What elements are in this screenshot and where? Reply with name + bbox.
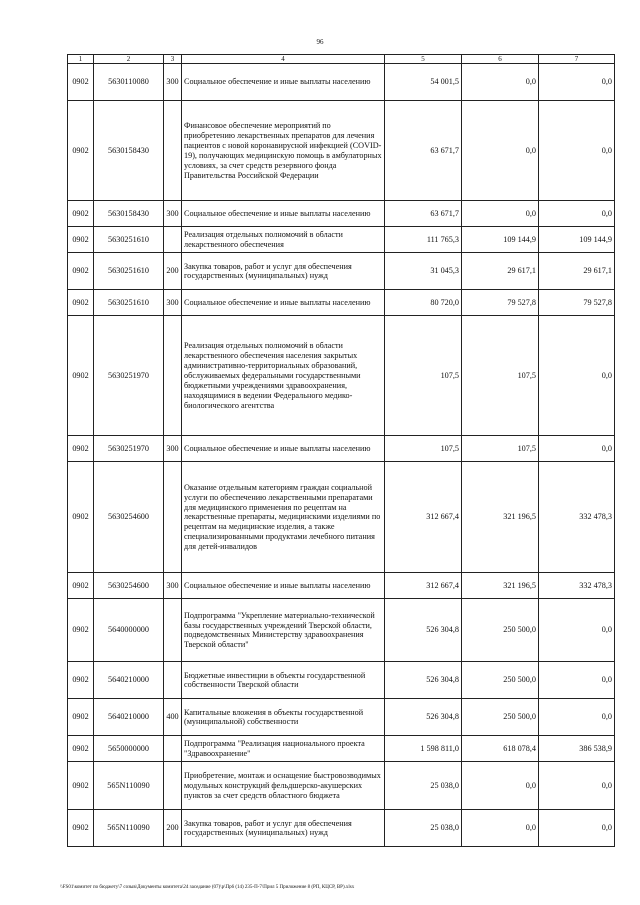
column-header: 1 bbox=[68, 55, 94, 64]
expense-type-cell: 300 bbox=[164, 64, 182, 101]
target-article-cell: 5630158430 bbox=[94, 101, 164, 201]
amount-col5-cell: 54 001,5 bbox=[385, 64, 462, 101]
expense-type-cell bbox=[164, 736, 182, 762]
target-article-cell: 5650000000 bbox=[94, 736, 164, 762]
column-header: 6 bbox=[462, 55, 539, 64]
amount-col5-cell: 25 038,0 bbox=[385, 810, 462, 847]
section-code-cell: 0902 bbox=[68, 810, 94, 847]
item-name-cell: Финансовое обеспечение мероприятий по приобретению лекарственных препаратов для лечения пациентов с новой коронавирусной инфекцией (COVID-19), получающих медицинскую помощь в амбулаторных условиях, за счет средств резервного фонда Правительства Российской Федерации bbox=[182, 101, 385, 201]
section-code-cell: 0902 bbox=[68, 227, 94, 253]
item-name-cell: Реализация отдельных полномочий в области лекарственного обеспечения bbox=[182, 227, 385, 253]
section-code-cell: 0902 bbox=[68, 253, 94, 290]
amount-col5-cell: 312 667,4 bbox=[385, 573, 462, 599]
amount-col7-cell: 0,0 bbox=[539, 436, 615, 462]
column-header: 2 bbox=[94, 55, 164, 64]
budget-table bbox=[67, 54, 615, 847]
table-row bbox=[68, 699, 615, 736]
amount-col5-cell: 63 671,7 bbox=[385, 101, 462, 201]
expense-type-cell: 200 bbox=[164, 810, 182, 847]
amount-col6-cell: 0,0 bbox=[462, 762, 539, 810]
item-name-cell: Социальное обеспечение и иные выплаты населению bbox=[182, 290, 385, 316]
section-code-cell: 0902 bbox=[68, 64, 94, 101]
table-row bbox=[68, 64, 615, 101]
item-name-cell: Социальное обеспечение и иные выплаты населению bbox=[182, 436, 385, 462]
expense-type-cell: 300 bbox=[164, 201, 182, 227]
amount-col6-cell: 0,0 bbox=[462, 201, 539, 227]
amount-col7-cell: 29 617,1 bbox=[539, 253, 615, 290]
amount-col5-cell: 526 304,8 bbox=[385, 662, 462, 699]
table-row bbox=[68, 253, 615, 290]
amount-col5-cell: 111 765,3 bbox=[385, 227, 462, 253]
target-article-cell: 565N110090 bbox=[94, 762, 164, 810]
amount-col6-cell: 250 500,0 bbox=[462, 662, 539, 699]
target-article-cell: 5640210000 bbox=[94, 662, 164, 699]
amount-col6-cell: 107,5 bbox=[462, 436, 539, 462]
expense-type-cell bbox=[164, 462, 182, 573]
column-header: 3 bbox=[164, 55, 182, 64]
table-row bbox=[68, 762, 615, 810]
amount-col7-cell: 109 144,9 bbox=[539, 227, 615, 253]
expense-type-cell bbox=[164, 662, 182, 699]
target-article-cell: 5630254600 bbox=[94, 573, 164, 599]
amount-col5-cell: 80 720,0 bbox=[385, 290, 462, 316]
table-row bbox=[68, 201, 615, 227]
table-header-row bbox=[68, 55, 615, 64]
section-code-cell: 0902 bbox=[68, 762, 94, 810]
section-code-cell: 0902 bbox=[68, 699, 94, 736]
table-row bbox=[68, 810, 615, 847]
amount-col5-cell: 312 667,4 bbox=[385, 462, 462, 573]
table-row bbox=[68, 101, 615, 201]
expense-type-cell: 300 bbox=[164, 436, 182, 462]
amount-col6-cell: 107,5 bbox=[462, 316, 539, 436]
section-code-cell: 0902 bbox=[68, 101, 94, 201]
amount-col6-cell: 0,0 bbox=[462, 810, 539, 847]
amount-col5-cell: 25 038,0 bbox=[385, 762, 462, 810]
item-name-cell: Бюджетные инвестиции в объекты государственной собственности Тверской области bbox=[182, 662, 385, 699]
section-code-cell: 0902 bbox=[68, 316, 94, 436]
expense-type-cell: 400 bbox=[164, 699, 182, 736]
column-header: 7 bbox=[539, 55, 615, 64]
section-code-cell: 0902 bbox=[68, 201, 94, 227]
target-article-cell: 5630251970 bbox=[94, 436, 164, 462]
target-article-cell: 5630254600 bbox=[94, 462, 164, 573]
amount-col5-cell: 63 671,7 bbox=[385, 201, 462, 227]
item-name-cell: Подпрограмма "Реализация национального проекта "Здравоохранение" bbox=[182, 736, 385, 762]
expense-type-cell bbox=[164, 599, 182, 662]
amount-col7-cell: 0,0 bbox=[539, 662, 615, 699]
amount-col6-cell: 321 196,5 bbox=[462, 573, 539, 599]
amount-col5-cell: 107,5 bbox=[385, 316, 462, 436]
amount-col6-cell: 0,0 bbox=[462, 64, 539, 101]
target-article-cell: 5630251610 bbox=[94, 290, 164, 316]
expense-type-cell: 300 bbox=[164, 573, 182, 599]
amount-col7-cell: 0,0 bbox=[539, 201, 615, 227]
item-name-cell: Реализация отдельных полномочий в области лекарственного обеспечения населения закрытых административно-территориальных образований, обслуживаемых федеральными государственными бюджетными учреждениями здравоохранения, находящимися в ведении Федерального медико-биологического агентства bbox=[182, 316, 385, 436]
section-code-cell: 0902 bbox=[68, 462, 94, 573]
item-name-cell: Капитальные вложения в объекты государственной (муниципальной) собственности bbox=[182, 699, 385, 736]
item-name-cell: Закупка товаров, работ и услуг для обеспечения государственных (муниципальных) нужд bbox=[182, 810, 385, 847]
amount-col7-cell: 332 478,3 bbox=[539, 573, 615, 599]
amount-col7-cell: 332 478,3 bbox=[539, 462, 615, 573]
amount-col6-cell: 618 078,4 bbox=[462, 736, 539, 762]
amount-col6-cell: 250 500,0 bbox=[462, 699, 539, 736]
amount-col7-cell: 0,0 bbox=[539, 810, 615, 847]
item-name-cell: Приобретение, монтаж и оснащение быстровозводимых модульных конструкций фельдшерско-акушерских пунктов за счет средств областного бюджета bbox=[182, 762, 385, 810]
amount-col5-cell: 526 304,8 bbox=[385, 699, 462, 736]
section-code-cell: 0902 bbox=[68, 573, 94, 599]
amount-col7-cell: 0,0 bbox=[539, 599, 615, 662]
item-name-cell: Закупка товаров, работ и услуг для обеспечения государственных (муниципальных) нужд bbox=[182, 253, 385, 290]
expense-type-cell bbox=[164, 316, 182, 436]
amount-col5-cell: 1 598 811,0 bbox=[385, 736, 462, 762]
amount-col7-cell: 0,0 bbox=[539, 64, 615, 101]
expense-type-cell: 200 bbox=[164, 253, 182, 290]
table-row bbox=[68, 662, 615, 699]
column-header: 5 bbox=[385, 55, 462, 64]
table-row bbox=[68, 462, 615, 573]
section-code-cell: 0902 bbox=[68, 662, 94, 699]
target-article-cell: 5630251610 bbox=[94, 227, 164, 253]
target-article-cell: 5640000000 bbox=[94, 599, 164, 662]
section-code-cell: 0902 bbox=[68, 736, 94, 762]
amount-col5-cell: 526 304,8 bbox=[385, 599, 462, 662]
amount-col7-cell: 0,0 bbox=[539, 101, 615, 201]
target-article-cell: 5640210000 bbox=[94, 699, 164, 736]
target-article-cell: 5630251970 bbox=[94, 316, 164, 436]
amount-col7-cell: 386 538,9 bbox=[539, 736, 615, 762]
amount-col5-cell: 31 045,3 bbox=[385, 253, 462, 290]
target-article-cell: 5630110080 bbox=[94, 64, 164, 101]
table-row bbox=[68, 290, 615, 316]
amount-col6-cell: 0,0 bbox=[462, 101, 539, 201]
amount-col6-cell: 29 617,1 bbox=[462, 253, 539, 290]
amount-col7-cell: 0,0 bbox=[539, 316, 615, 436]
amount-col6-cell: 321 196,5 bbox=[462, 462, 539, 573]
amount-col5-cell: 107,5 bbox=[385, 436, 462, 462]
section-code-cell: 0902 bbox=[68, 599, 94, 662]
section-code-cell: 0902 bbox=[68, 290, 94, 316]
item-name-cell: Подпрограмма "Укрепление материально-технической базы государственных учреждений Тверской области, подведомственных Министерству здравоохранения Тверской области" bbox=[182, 599, 385, 662]
section-code-cell: 0902 bbox=[68, 436, 94, 462]
file-path-footer: \\FS01\комитет по бюджету\7 созыв\Документы комитета\24 заседание (07)\р\Пр6 (14) 235-П-7\Прил 5 Приложение 8 (РП, КЦСР, ВР).xlsx bbox=[60, 885, 355, 890]
expense-type-cell bbox=[164, 227, 182, 253]
table-row bbox=[68, 316, 615, 436]
expense-type-cell bbox=[164, 101, 182, 201]
amount-col6-cell: 109 144,9 bbox=[462, 227, 539, 253]
item-name-cell: Оказание отдельным категориям граждан социальной услуги по обеспечению лекарственными препаратами для медицинского применения по рецептам на лекарственные препараты, медицинскими изделиями по рецептам на медицинские изделия, а также специализированными продуктами лечебного питания для детей-инвалидов bbox=[182, 462, 385, 573]
expense-type-cell: 300 bbox=[164, 290, 182, 316]
amount-col6-cell: 250 500,0 bbox=[462, 599, 539, 662]
item-name-cell: Социальное обеспечение и иные выплаты населению bbox=[182, 573, 385, 599]
amount-col7-cell: 0,0 bbox=[539, 762, 615, 810]
table-row bbox=[68, 573, 615, 599]
amount-col6-cell: 79 527,8 bbox=[462, 290, 539, 316]
target-article-cell: 5630251610 bbox=[94, 253, 164, 290]
table-row bbox=[68, 599, 615, 662]
target-article-cell: 5630158430 bbox=[94, 201, 164, 227]
table-row bbox=[68, 227, 615, 253]
item-name-cell: Социальное обеспечение и иные выплаты населению bbox=[182, 201, 385, 227]
table-row bbox=[68, 436, 615, 462]
expense-type-cell bbox=[164, 762, 182, 810]
item-name-cell: Социальное обеспечение и иные выплаты населению bbox=[182, 64, 385, 101]
table-row bbox=[68, 736, 615, 762]
amount-col7-cell: 79 527,8 bbox=[539, 290, 615, 316]
amount-col7-cell: 0,0 bbox=[539, 699, 615, 736]
target-article-cell: 565N110090 bbox=[94, 810, 164, 847]
column-header: 4 bbox=[182, 55, 385, 64]
page-number: 96 bbox=[316, 38, 324, 46]
